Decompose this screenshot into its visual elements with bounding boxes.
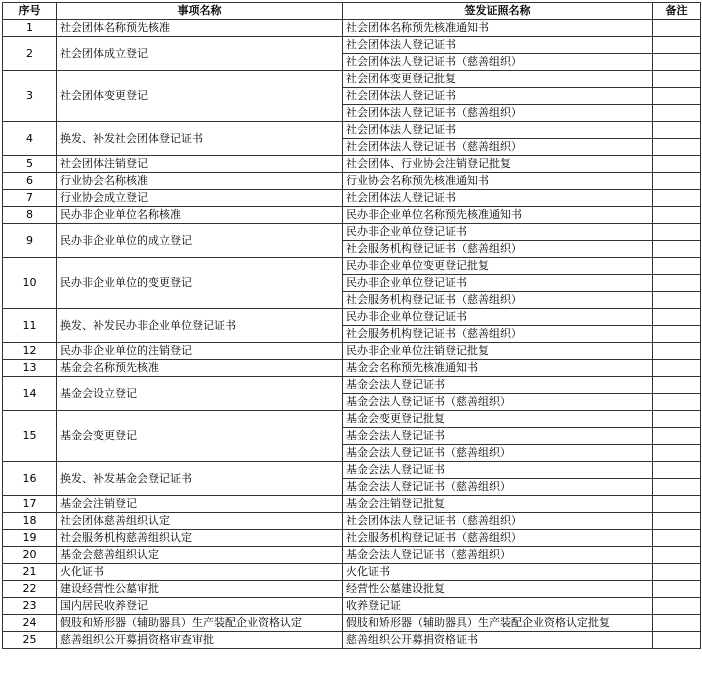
table-row [3,615,701,632]
item-name: 建设经营性公墓审批 [57,581,343,598]
table-row [3,513,701,530]
item-name: 基金会注销登记 [57,496,343,513]
certificate-name: 基金会法人登记证书 [343,377,653,394]
row-number: 8 [3,207,57,224]
remark-cell [653,292,701,309]
remark-cell [653,275,701,292]
item-name: 行业协会名称核准 [57,173,343,190]
remark-cell [653,445,701,462]
certificate-name: 社会团体法人登记证书 [343,37,653,54]
certificate-name: 民办非企业单位名称预先核准通知书 [343,207,653,224]
certificate-name: 社会团体法人登记证书 [343,88,653,105]
table-row [3,122,701,139]
item-name: 基金会慈善组织认定 [57,547,343,564]
certificate-name: 社会团体法人登记证书（慈善组织） [343,139,653,156]
row-number: 25 [3,632,57,649]
row-number: 23 [3,598,57,615]
row-number: 20 [3,547,57,564]
certificate-name: 民办非企业单位注销登记批复 [343,343,653,360]
table-row [3,547,701,564]
certificate-name: 社会团体法人登记证书（慈善组织） [343,54,653,71]
certificate-name: 社会团体、行业协会注销登记批复 [343,156,653,173]
table-row [3,173,701,190]
remark-cell [653,564,701,581]
row-number: 22 [3,581,57,598]
table-row [3,156,701,173]
table-body [3,20,701,649]
item-name: 基金会设立登记 [57,377,343,411]
remark-cell [653,360,701,377]
certificate-name: 基金会法人登记证书 [343,462,653,479]
certificate-name: 社会团体法人登记证书（慈善组织） [343,513,653,530]
table-row [3,411,701,428]
certificate-name: 基金会法人登记证书（慈善组织） [343,479,653,496]
row-number: 5 [3,156,57,173]
certificate-name: 火化证书 [343,564,653,581]
item-name: 换发、补发民办非企业单位登记证书 [57,309,343,343]
remark-cell [653,479,701,496]
item-name: 社会服务机构慈善组织认定 [57,530,343,547]
certificate-name: 行业协会名称预先核准通知书 [343,173,653,190]
certificate-name: 收养登记证 [343,598,653,615]
item-name: 国内居民收养登记 [57,598,343,615]
remark-cell [653,377,701,394]
row-number: 9 [3,224,57,258]
row-number: 16 [3,462,57,496]
item-name: 火化证书 [57,564,343,581]
certificate-name: 慈善组织公开募捐资格证书 [343,632,653,649]
remark-cell [653,547,701,564]
remark-cell [653,343,701,360]
item-name: 民办非企业单位名称核准 [57,207,343,224]
certificate-name: 社会团体法人登记证书 [343,190,653,207]
certificate-name: 社会服务机构登记证书（慈善组织） [343,326,653,343]
remark-cell [653,309,701,326]
row-number: 21 [3,564,57,581]
certificate-name: 社会团体名称预先核准通知书 [343,20,653,37]
certificate-name: 社会团体法人登记证书（慈善组织） [343,105,653,122]
item-name: 社会团体成立登记 [57,37,343,71]
remark-cell [653,496,701,513]
table-row [3,632,701,649]
item-name: 民办非企业单位的成立登记 [57,224,343,258]
table-row [3,309,701,326]
remark-cell [653,513,701,530]
table-row [3,530,701,547]
row-number: 24 [3,615,57,632]
certificate-name: 民办非企业单位变更登记批复 [343,258,653,275]
item-name: 民办非企业单位的变更登记 [57,258,343,309]
remark-cell [653,326,701,343]
row-number: 3 [3,71,57,122]
remark-cell [653,632,701,649]
row-number: 13 [3,360,57,377]
remark-cell [653,241,701,258]
table-row [3,581,701,598]
table-row [3,207,701,224]
certificate-name: 社会团体变更登记批复 [343,71,653,88]
table-row [3,258,701,275]
table-row [3,71,701,88]
remark-cell [653,258,701,275]
row-number: 14 [3,377,57,411]
row-number: 18 [3,513,57,530]
certificate-name: 基金会名称预先核准通知书 [343,360,653,377]
remark-cell [653,462,701,479]
row-number: 4 [3,122,57,156]
certificate-name: 基金会法人登记证书（慈善组织） [343,445,653,462]
certificate-name: 基金会法人登记证书（慈善组织） [343,547,653,564]
remark-cell [653,105,701,122]
certificate-name: 假肢和矫形器（辅助器具）生产装配企业资格认定批复 [343,615,653,632]
certificate-name: 社会服务机构登记证书（慈善组织） [343,292,653,309]
row-number: 2 [3,37,57,71]
remark-cell [653,88,701,105]
remark-cell [653,139,701,156]
remark-cell [653,598,701,615]
row-number: 10 [3,258,57,309]
row-number: 17 [3,496,57,513]
remark-cell [653,190,701,207]
remark-cell [653,615,701,632]
item-name: 慈善组织公开募捐资格审查审批 [57,632,343,649]
header-item: 事项名称 [57,3,343,20]
header-row [3,3,701,20]
item-name: 换发、补发社会团体登记证书 [57,122,343,156]
remark-cell [653,581,701,598]
item-name: 社会团体名称预先核准 [57,20,343,37]
remark-cell [653,530,701,547]
item-name: 社会团体变更登记 [57,71,343,122]
remark-cell [653,122,701,139]
table-row [3,360,701,377]
certificate-name: 基金会法人登记证书（慈善组织） [343,394,653,411]
table-row [3,462,701,479]
certificate-name: 社会团体法人登记证书 [343,122,653,139]
remark-cell [653,207,701,224]
remark-cell [653,411,701,428]
row-number: 1 [3,20,57,37]
remark-cell [653,37,701,54]
remark-cell [653,20,701,37]
item-name: 基金会变更登记 [57,411,343,462]
certificate-name: 社会服务机构登记证书（慈善组织） [343,241,653,258]
item-name: 社会团体慈善组织认定 [57,513,343,530]
certificate-name: 经营性公墓建设批复 [343,581,653,598]
remark-cell [653,156,701,173]
certificate-name: 基金会变更登记批复 [343,411,653,428]
table-row [3,496,701,513]
certificate-name: 基金会法人登记证书 [343,428,653,445]
remark-cell [653,173,701,190]
certificate-name: 基金会注销登记批复 [343,496,653,513]
certificate-name: 民办非企业单位登记证书 [343,309,653,326]
certificate-table [2,2,701,649]
row-number: 19 [3,530,57,547]
table-row [3,20,701,37]
table-row [3,343,701,360]
item-name: 基金会名称预先核准 [57,360,343,377]
item-name: 假肢和矫形器（辅助器具）生产装配企业资格认定 [57,615,343,632]
item-name: 换发、补发基金会登记证书 [57,462,343,496]
item-name: 社会团体注销登记 [57,156,343,173]
remark-cell [653,394,701,411]
header-no: 序号 [3,3,57,20]
remark-cell [653,71,701,88]
certificate-name: 民办非企业单位登记证书 [343,275,653,292]
row-number: 7 [3,190,57,207]
table-row [3,377,701,394]
certificate-name: 民办非企业单位登记证书 [343,224,653,241]
table-row [3,598,701,615]
row-number: 15 [3,411,57,462]
table-row [3,564,701,581]
item-name: 行业协会成立登记 [57,190,343,207]
header-remark: 备注 [653,3,701,20]
header-cert: 签发证照名称 [343,3,653,20]
remark-cell [653,54,701,71]
row-number: 11 [3,309,57,343]
table-row [3,37,701,54]
row-number: 12 [3,343,57,360]
table-row [3,224,701,241]
certificate-name: 社会服务机构登记证书（慈善组织） [343,530,653,547]
item-name: 民办非企业单位的注销登记 [57,343,343,360]
remark-cell [653,224,701,241]
table-row [3,190,701,207]
remark-cell [653,428,701,445]
row-number: 6 [3,173,57,190]
